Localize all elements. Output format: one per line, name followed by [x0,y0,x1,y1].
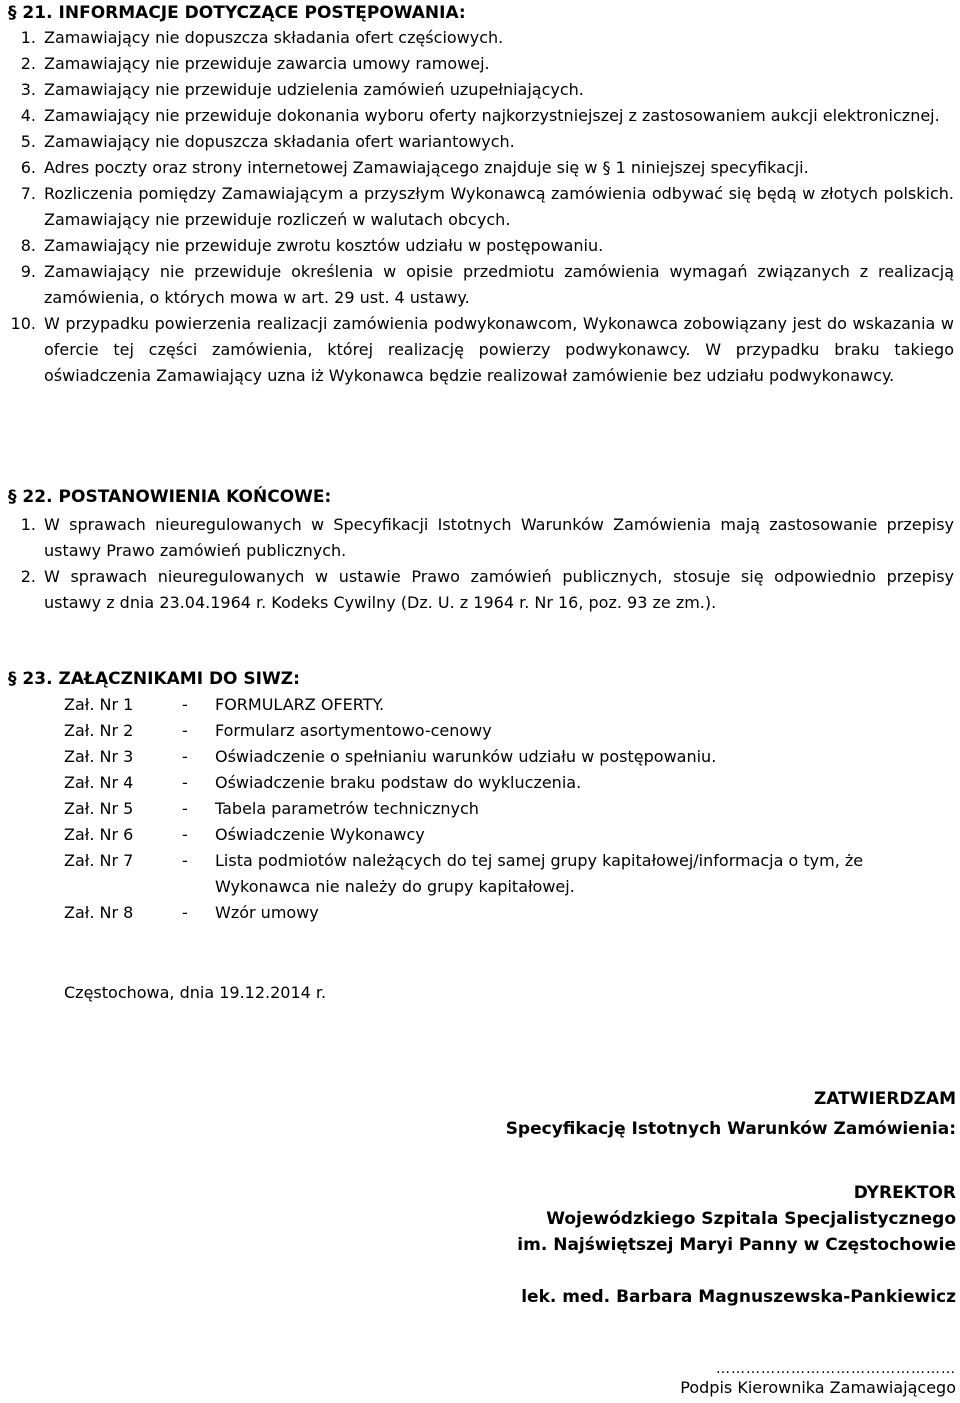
signature-block [556,1362,956,1400]
attachment-dash: - [182,825,188,844]
item-text: Zamawiający nie dopuszcza składania ofert wariantowych. [44,132,515,151]
attachment-label: Zał. Nr 5 [64,799,134,818]
attachment-dash: - [182,773,188,792]
list-item [8,512,954,564]
section-title: POSTANOWIENIA KOŃCOWE: [58,487,332,507]
section-heading [8,2,954,24]
section-heading [8,486,954,508]
attachment-desc: Lista podmiotów należących do tej samej grupy kapitałowej/informacja o tym, że Wykonawca nie należy do grupy kapitałowej. [215,851,864,896]
list-item [8,77,954,103]
list-item [8,181,954,233]
attachment-row [64,718,954,744]
approval-subject: Specyfikację Istotnych Warunków Zamówienia: [505,1119,956,1139]
item-number: 5. [20,132,36,151]
list-item [8,233,954,259]
section-23 [8,668,954,690]
approval-block [56,1086,956,1310]
attachment-dash: - [182,747,188,766]
attachment-label: Zał. Nr 6 [64,825,134,844]
section-21 [8,2,954,389]
item-number: 2. [20,567,36,586]
section-number: § 23. [8,669,53,689]
director-name: lek. med. Barbara Magnuszewska-Pankiewicz [521,1287,956,1307]
attachment-desc: Wzór umowy [215,903,319,922]
place-date: Częstochowa, dnia 19.12.2014 r. [64,983,327,1002]
hospital-name: Wojewódzkiego Szpitala Specjalistycznego [546,1209,956,1229]
section-22 [8,486,954,616]
section-title: INFORMACJE DOTYCZĄCE POSTĘPOWANIA: [58,3,466,23]
attachment-row [64,796,954,822]
item-text: Rozliczenia pomiędzy Zamawiającym a przyszłym Wykonawcą zamówienia odbywać się będą w złotych polskich. Zamawiający nie przewiduje rozliczeń w walutach obcych. [44,184,954,229]
list-item [8,259,954,311]
attachment-label: Zał. Nr 7 [64,851,134,870]
attachment-row [64,692,954,718]
attachment-desc: Tabela parametrów technicznych [215,799,479,818]
list-item [8,103,954,129]
item-text: Zamawiający nie przewiduje zwrotu kosztów udziału w postępowaniu. [44,236,604,255]
attachment-row [64,848,954,900]
item-number: 6. [20,158,36,177]
attachment-label: Zał. Nr 1 [64,695,134,714]
signature-caption: Podpis Kierownika Zamawiającego [680,1378,956,1397]
attachment-desc: Oświadczenie o spełnianiu warunków udziału w postępowaniu. [215,747,717,766]
item-text: W sprawach nieuregulowanych w ustawie Prawo zamówień publicznych, stosuje się odpowiednio przepisy ustawy z dnia 23.04.1964 r. Kodeks Cywilny (Dz. U. z 1964 r. Nr 16, poz. 93 ze zm.). [44,567,954,612]
director-title: DYREKTOR [853,1183,956,1203]
item-text: W sprawach nieuregulowanych w Specyfikacji Istotnych Warunków Zamówienia mają zastosowanie przepisy ustawy Prawo zamówień publicznych. [44,515,954,560]
attachment-row [64,744,954,770]
item-number: 4. [20,106,36,125]
item-text: Zamawiający nie dopuszcza składania ofert częściowych. [44,28,504,47]
list-item [8,155,954,181]
list-item [8,129,954,155]
attachment-label: Zał. Nr 4 [64,773,134,792]
attachment-desc: FORMULARZ OFERTY. [215,695,385,714]
attachment-dash: - [182,903,188,922]
list-item [8,311,954,389]
list-item [8,25,954,51]
item-text: Zamawiający nie przewiduje określenia w opisie przedmiotu zamówienia wymagań związanych z realizacją zamówienia, o których mowa w art. 29 ust. 4 ustawy. [44,262,954,307]
attachment-desc: Oświadczenie Wykonawcy [215,825,425,844]
attachment-dash: - [182,695,188,714]
signature-line: ………………………………………… [716,1361,956,1377]
item-number: 2. [20,54,36,73]
item-number: 9. [20,262,36,281]
item-number: 1. [20,28,36,47]
list-item [8,51,954,77]
item-text: Zamawiający nie przewiduje dokonania wyboru oferty najkorzystniejszej z zastosowaniem aukcji elektronicznej. [44,106,940,125]
item-number: 3. [20,80,36,99]
item-number: 8. [20,236,36,255]
item-number: 1. [20,515,36,534]
item-text: Zamawiający nie przewiduje zawarcia umowy ramowej. [44,54,490,73]
item-text: Adres poczty oraz strony internetowej Zamawiającego znajduje się w § 1 niniejszej specyfikacji. [44,158,809,177]
attachment-dash: - [182,799,188,818]
attachment-desc: Oświadczenie braku podstaw do wykluczenia. [215,773,582,792]
attachment-label: Zał. Nr 2 [64,721,134,740]
attachment-dash: - [182,851,188,870]
section-number: § 21. [8,3,53,23]
hospital-patron: im. Najświętszej Maryi Panny w Częstochowie [517,1235,956,1255]
list-item [8,564,954,616]
attachment-dash: - [182,721,188,740]
section-title: ZAŁĄCZNIKAMI DO SIWZ: [58,669,300,689]
attachments-list [64,692,954,926]
attachment-label: Zał. Nr 3 [64,747,134,766]
attachment-row [64,770,954,796]
attachment-label: Zał. Nr 8 [64,903,134,922]
item-text: Zamawiający nie przewiduje udzielenia zamówień uzupełniających. [44,80,584,99]
section-heading [8,668,954,690]
item-text: W przypadku powierzenia realizacji zamówienia podwykonawcom, Wykonawca zobowiązany jest do wskazania w ofercie tej części zamówienia, której realizację powierzy podwykonawcy. W przypadku braku takiego oświadczenia Zamawiający uzna iż Wykonawca będzie realizował zamówienie bez udziału podwykonawcy. [44,314,954,385]
approval-heading: ZATWIERDZAM [813,1089,956,1109]
attachment-row [64,900,954,926]
item-number: 7. [20,184,36,203]
section-number: § 22. [8,487,53,507]
attachment-desc: Formularz asortymentowo-cenowy [215,721,492,740]
item-number: 10. [10,314,36,333]
attachment-row [64,822,954,848]
